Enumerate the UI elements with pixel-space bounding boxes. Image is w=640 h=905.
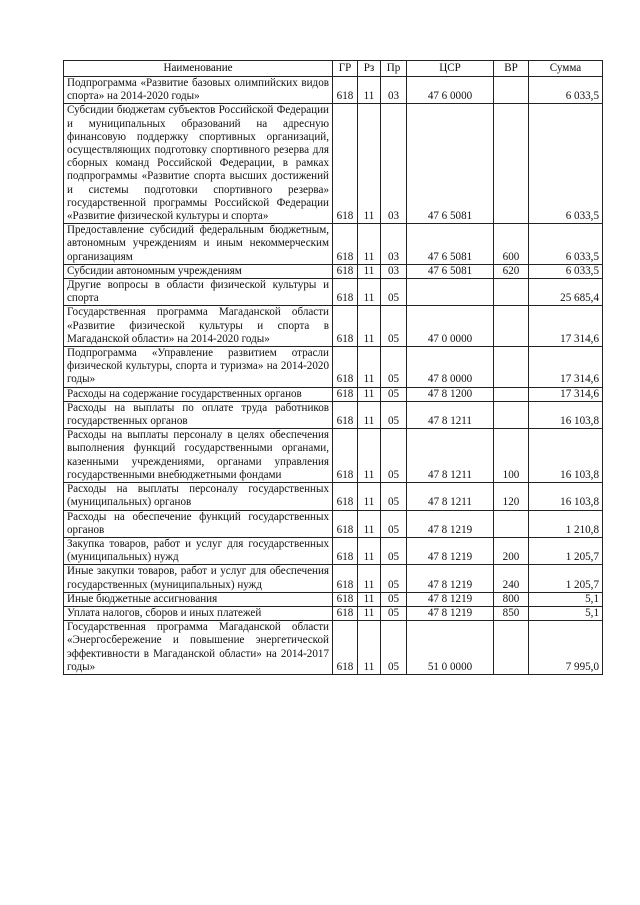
row-gr-cell: 618	[333, 621, 358, 675]
row-rz-cell: 11	[358, 77, 381, 104]
row-vr-cell: 620	[494, 264, 529, 278]
row-vr-cell: 240	[494, 565, 529, 592]
row-csr-cell: 47 8 1211	[407, 429, 494, 483]
row-pr-cell: 05	[381, 279, 407, 306]
row-rz-cell: 11	[358, 306, 381, 347]
row-csr-cell: 47 0 0000	[407, 306, 494, 347]
row-gr-cell: 618	[333, 104, 358, 224]
row-name-cell: Предоставление субсидий федеральным бюджетным, автономным учреждениям и иным некоммерческим организациям	[64, 224, 333, 265]
row-vr-cell	[494, 510, 529, 537]
row-pr-cell: 05	[381, 621, 407, 675]
row-vr-cell	[494, 387, 529, 401]
table-row	[64, 592, 603, 606]
table-row	[64, 264, 603, 278]
row-vr-cell	[494, 401, 529, 428]
row-sum-cell: 1 205,7	[529, 537, 603, 564]
row-name-cell: Уплата налогов, сборов и иных платежей	[64, 606, 333, 620]
row-pr-cell: 05	[381, 429, 407, 483]
table-row	[64, 279, 603, 306]
row-gr-cell: 618	[333, 224, 358, 265]
row-pr-cell: 05	[381, 565, 407, 592]
budget-table	[63, 60, 603, 675]
row-rz-cell: 11	[358, 510, 381, 537]
row-csr-cell: 47 8 1219	[407, 565, 494, 592]
row-sum-cell: 16 103,8	[529, 483, 603, 510]
row-rz-cell: 11	[358, 264, 381, 278]
row-sum-cell: 6 033,5	[529, 77, 603, 104]
row-name-cell: Закупка товаров, работ и услуг для государственных (муниципальных) нужд	[64, 537, 333, 564]
column-header-gr: ГР	[333, 61, 358, 77]
row-rz-cell: 11	[358, 279, 381, 306]
table-row	[64, 565, 603, 592]
row-rz-cell: 11	[358, 565, 381, 592]
row-sum-cell: 17 314,6	[529, 387, 603, 401]
row-pr-cell: 03	[381, 77, 407, 104]
row-rz-cell: 11	[358, 537, 381, 564]
row-name-cell: Иные закупки товаров, работ и услуг для обеспечения государственных (муниципальных) нужд	[64, 565, 333, 592]
row-gr-cell: 618	[333, 279, 358, 306]
document-page	[63, 60, 603, 675]
table-row	[64, 77, 603, 104]
row-pr-cell: 03	[381, 264, 407, 278]
row-csr-cell: 47 8 1219	[407, 510, 494, 537]
row-name-cell: Расходы на выплаты персоналу в целях обеспечения выполнения функций государственными органами, казенными учреждениями, органами управления государственными внебюджетными фондами	[64, 429, 333, 483]
row-name-cell: Расходы на выплаты по оплате труда работников государственных органов	[64, 401, 333, 428]
row-name-cell: Другие вопросы в области физической культуры и спорта	[64, 279, 333, 306]
column-header-csr: ЦСР	[407, 61, 494, 77]
row-sum-cell: 1 205,7	[529, 565, 603, 592]
row-vr-cell	[494, 77, 529, 104]
row-vr-cell: 200	[494, 537, 529, 564]
row-gr-cell: 618	[333, 537, 358, 564]
table-row	[64, 621, 603, 675]
table-header-row	[64, 61, 603, 77]
row-rz-cell: 11	[358, 224, 381, 265]
row-gr-cell: 618	[333, 347, 358, 388]
row-csr-cell: 47 8 1219	[407, 606, 494, 620]
row-rz-cell: 11	[358, 429, 381, 483]
table-row	[64, 510, 603, 537]
row-sum-cell: 1 210,8	[529, 510, 603, 537]
row-sum-cell: 16 103,8	[529, 429, 603, 483]
row-sum-cell: 17 314,6	[529, 347, 603, 388]
row-gr-cell: 618	[333, 510, 358, 537]
row-name-cell: Расходы на содержание государственных органов	[64, 387, 333, 401]
row-gr-cell: 618	[333, 387, 358, 401]
row-name-cell: Государственная программа Магаданской области «Энергосбережение и повышение энергетической эффективности в Магаданской области» на 2014-2017 годы»	[64, 621, 333, 675]
row-pr-cell: 05	[381, 606, 407, 620]
row-csr-cell: 47 6 5081	[407, 264, 494, 278]
column-header-rz: Рз	[358, 61, 381, 77]
row-sum-cell: 5,1	[529, 606, 603, 620]
row-sum-cell: 17 314,6	[529, 306, 603, 347]
table-body	[64, 77, 603, 675]
row-pr-cell: 05	[381, 387, 407, 401]
row-sum-cell: 7 995,0	[529, 621, 603, 675]
row-csr-cell: 51 0 0000	[407, 621, 494, 675]
row-gr-cell: 618	[333, 306, 358, 347]
row-sum-cell: 5,1	[529, 592, 603, 606]
row-vr-cell	[494, 347, 529, 388]
row-vr-cell	[494, 279, 529, 306]
table-row	[64, 537, 603, 564]
row-rz-cell: 11	[358, 401, 381, 428]
row-csr-cell: 47 8 1219	[407, 537, 494, 564]
row-sum-cell: 16 103,8	[529, 401, 603, 428]
table-row	[64, 429, 603, 483]
row-csr-cell: 47 8 0000	[407, 347, 494, 388]
row-gr-cell: 618	[333, 264, 358, 278]
row-sum-cell: 25 685,4	[529, 279, 603, 306]
row-sum-cell: 6 033,5	[529, 104, 603, 224]
row-vr-cell	[494, 104, 529, 224]
row-pr-cell: 03	[381, 104, 407, 224]
row-gr-cell: 618	[333, 429, 358, 483]
table-row	[64, 606, 603, 620]
row-rz-cell: 11	[358, 347, 381, 388]
row-pr-cell: 05	[381, 401, 407, 428]
row-csr-cell	[407, 279, 494, 306]
row-rz-cell: 11	[358, 387, 381, 401]
row-pr-cell: 03	[381, 224, 407, 265]
row-pr-cell: 05	[381, 592, 407, 606]
row-vr-cell: 800	[494, 592, 529, 606]
row-name-cell: Государственная программа Магаданской области «Развитие физической культуры и спорта в Магаданской области» на 2014-2020 годы»	[64, 306, 333, 347]
table-row	[64, 347, 603, 388]
row-pr-cell: 05	[381, 510, 407, 537]
row-gr-cell: 618	[333, 565, 358, 592]
row-rz-cell: 11	[358, 483, 381, 510]
row-sum-cell: 6 033,5	[529, 224, 603, 265]
row-gr-cell: 618	[333, 77, 358, 104]
table-row	[64, 104, 603, 224]
row-rz-cell: 11	[358, 104, 381, 224]
row-name-cell: Субсидии бюджетам субъектов Российской Федерации и муниципальных образований на адресную финансовую поддержку спортивных организаций, осуществляющих подготовку спортивного резерва для сборных команд Российской Федерации, в рамках подпрограммы «Развитие спорта высших достижений и системы подготовки спортивного резерва» государственной программы Российской Федерации «Развитие физической культуры и спорта»	[64, 104, 333, 224]
row-vr-cell: 120	[494, 483, 529, 510]
table-row	[64, 306, 603, 347]
table-row	[64, 387, 603, 401]
row-pr-cell: 05	[381, 537, 407, 564]
row-rz-cell: 11	[358, 621, 381, 675]
column-header-pr: Пр	[381, 61, 407, 77]
row-vr-cell: 100	[494, 429, 529, 483]
row-gr-cell: 618	[333, 592, 358, 606]
row-csr-cell: 47 6 5081	[407, 104, 494, 224]
table-row	[64, 401, 603, 428]
row-gr-cell: 618	[333, 401, 358, 428]
row-csr-cell: 47 8 1211	[407, 483, 494, 510]
row-name-cell: Иные бюджетные ассигнования	[64, 592, 333, 606]
column-header-sum: Сумма	[529, 61, 603, 77]
row-name-cell: Расходы на выплаты персоналу государственных (муниципальных) органов	[64, 483, 333, 510]
row-csr-cell: 47 6 0000	[407, 77, 494, 104]
row-vr-cell: 600	[494, 224, 529, 265]
row-name-cell: Подпрограмма «Управление развитием отрасли физической культуры, спорта и туризма» на 2014-2020 годы»	[64, 347, 333, 388]
row-pr-cell: 05	[381, 347, 407, 388]
column-header-name: Наименование	[64, 61, 333, 77]
row-vr-cell	[494, 621, 529, 675]
row-pr-cell: 05	[381, 306, 407, 347]
column-header-vr: ВР	[494, 61, 529, 77]
row-vr-cell	[494, 306, 529, 347]
table-row	[64, 483, 603, 510]
row-csr-cell: 47 8 1211	[407, 401, 494, 428]
row-csr-cell: 47 8 1200	[407, 387, 494, 401]
row-csr-cell: 47 6 5081	[407, 224, 494, 265]
row-gr-cell: 618	[333, 483, 358, 510]
row-name-cell: Подпрограмма «Развитие базовых олимпийских видов спорта» на 2014-2020 годы»	[64, 77, 333, 104]
row-sum-cell: 6 033,5	[529, 264, 603, 278]
row-csr-cell: 47 8 1219	[407, 592, 494, 606]
table-row	[64, 224, 603, 265]
row-rz-cell: 11	[358, 606, 381, 620]
row-pr-cell: 05	[381, 483, 407, 510]
row-vr-cell: 850	[494, 606, 529, 620]
row-name-cell: Субсидии автономным учреждениям	[64, 264, 333, 278]
row-gr-cell: 618	[333, 606, 358, 620]
row-rz-cell: 11	[358, 592, 381, 606]
row-name-cell: Расходы на обеспечение функций государственных органов	[64, 510, 333, 537]
